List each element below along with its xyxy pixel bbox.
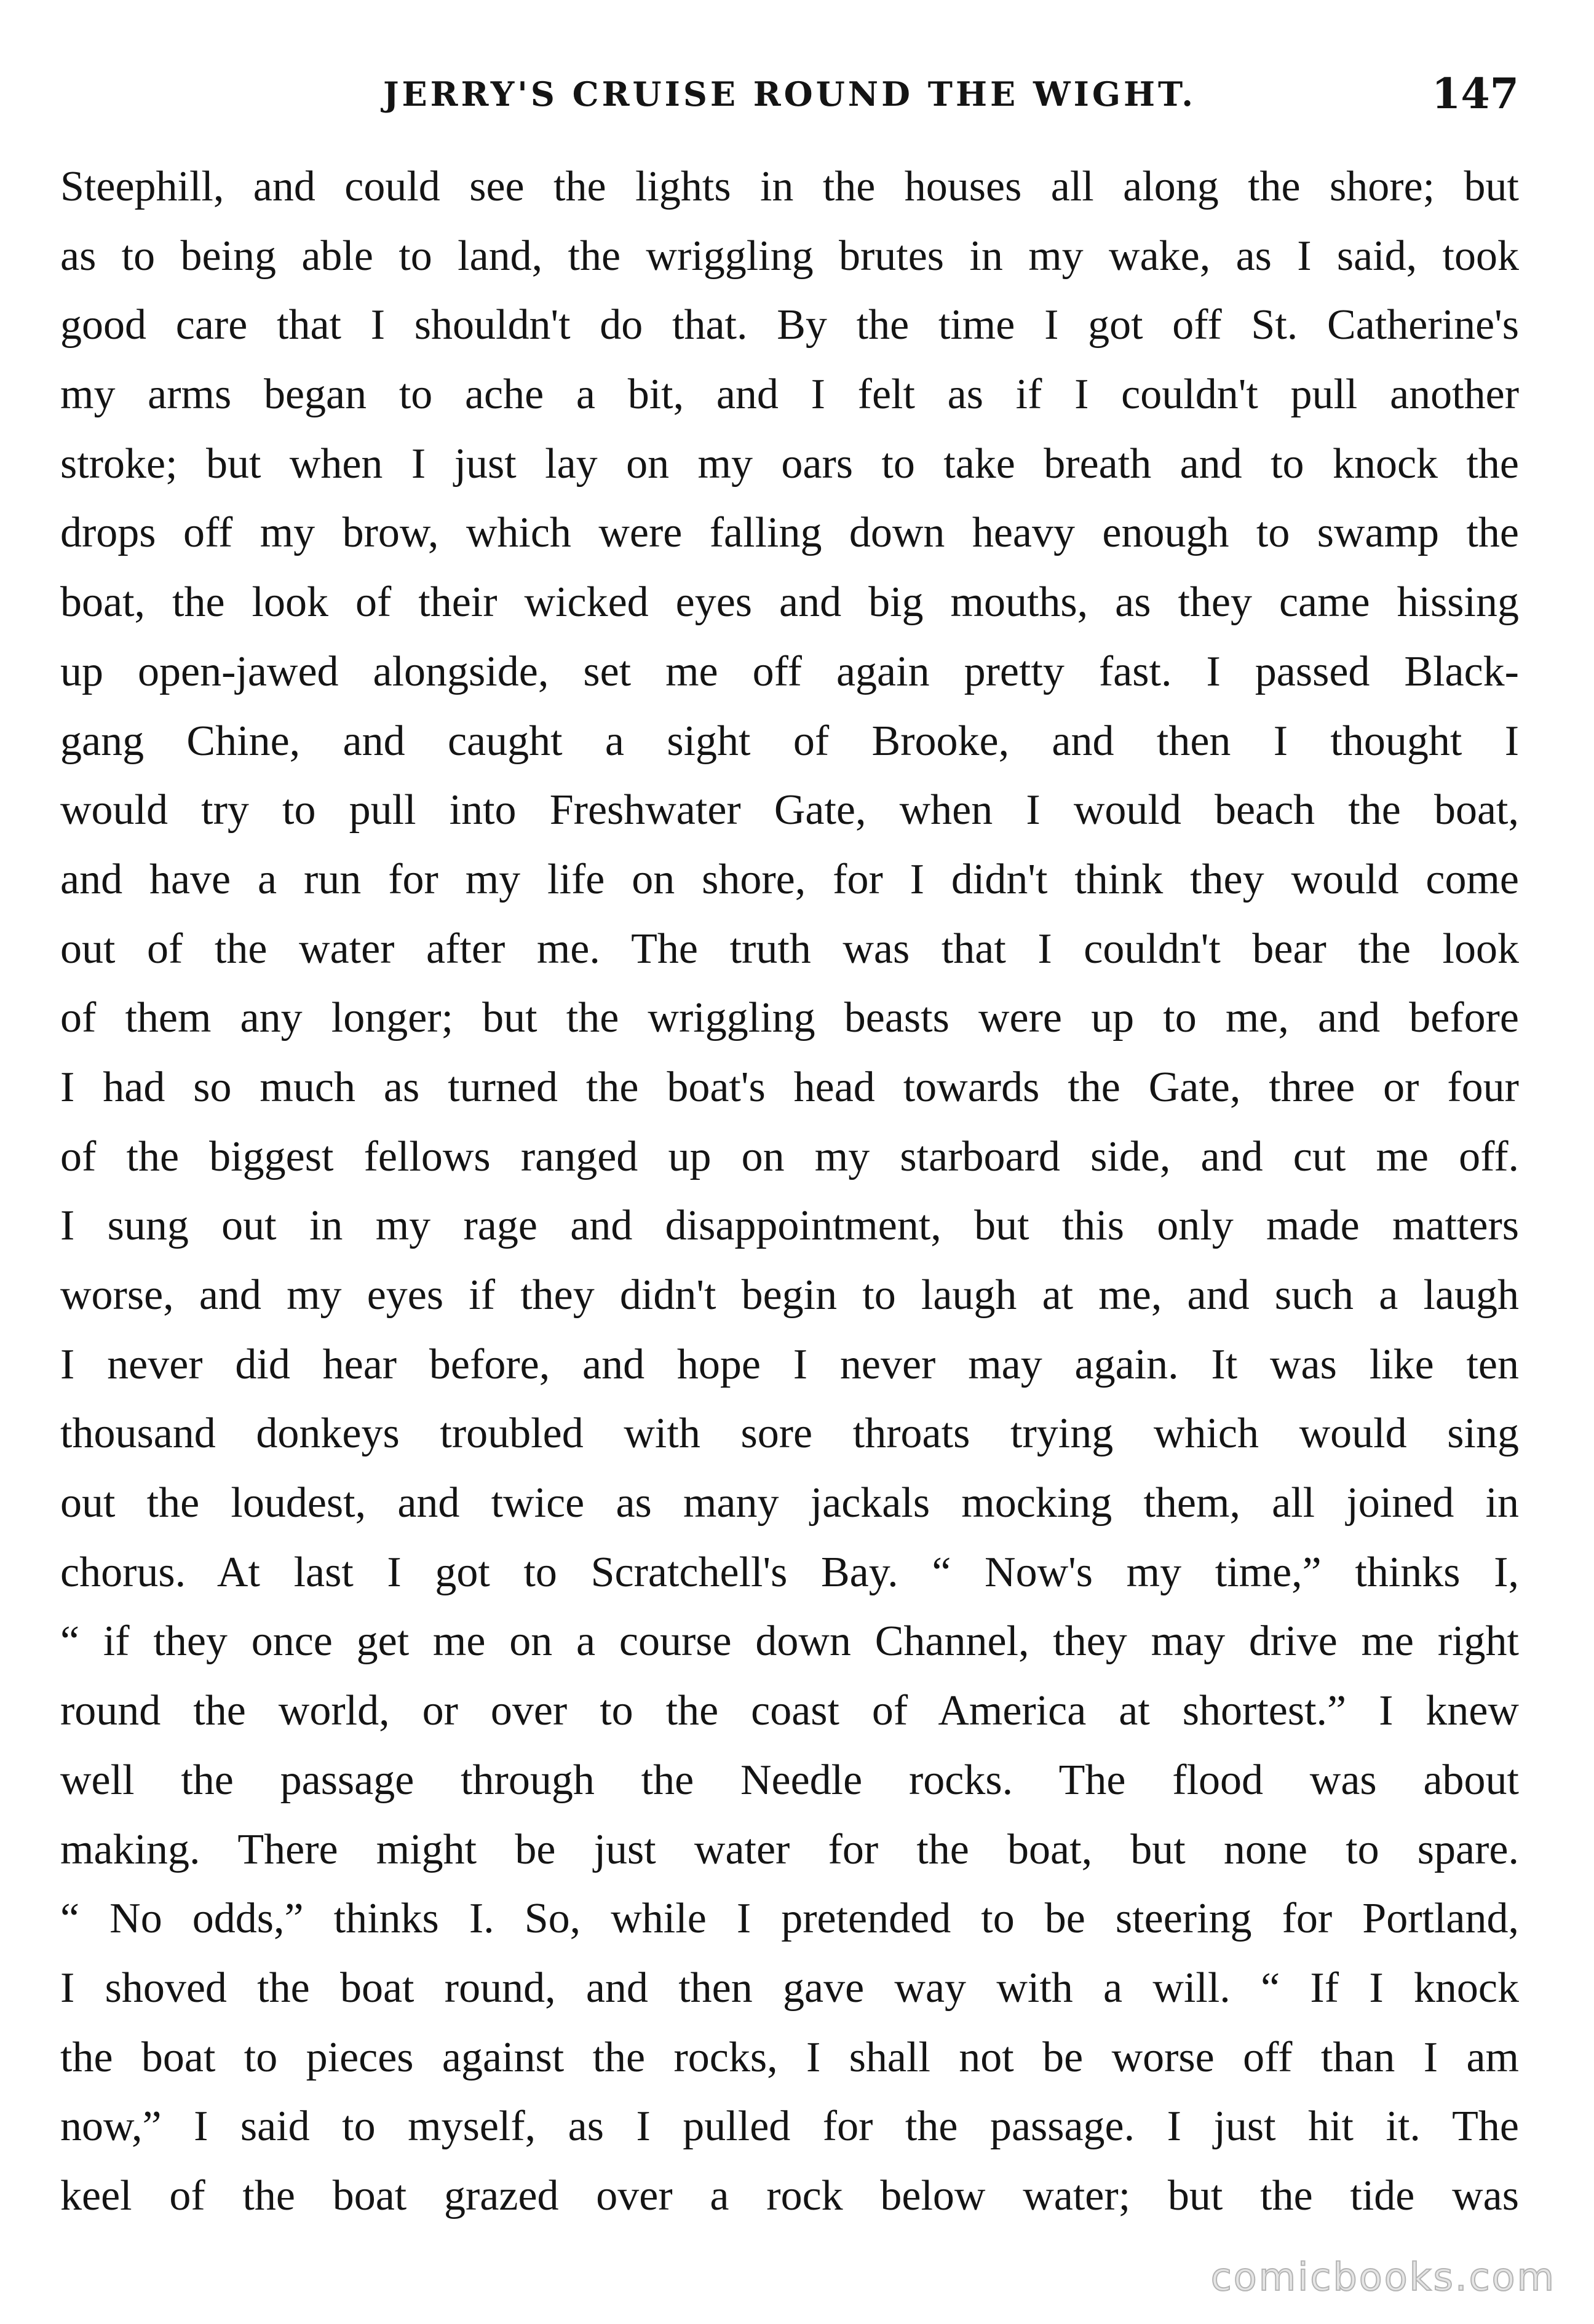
text-line: boat, the look of their wicked eyes and big mouths, as they came hissing xyxy=(60,579,1519,626)
text-line: out the loudest, and twice as many jackals mocking them, all joined in xyxy=(60,1479,1519,1527)
text-line: good care that I shouldn't do that. By the time I got off St. Catherine's xyxy=(60,301,1519,349)
text-line: of them any longer; but the wriggling beasts were up to me, and before xyxy=(60,994,1519,1042)
text-line: I had so much as turned the boat's head towards the Gate, three or four xyxy=(60,1063,1519,1111)
page-number: 147 xyxy=(1432,69,1519,119)
running-header xyxy=(60,66,1519,122)
text-line: thousand donkeys troubled with sore throats trying which would sing xyxy=(60,1410,1519,1458)
text-line: “ if they once get me on a course down Channel, they may drive me right xyxy=(60,1618,1519,1666)
text-line: now,” I said to myself, as I pulled for the passage. I just hit it. The xyxy=(60,2103,1519,2151)
text-line: keel of the boat grazed over a rock below water; but the tide was xyxy=(60,2172,1519,2219)
text-line: making. There might be just water for the boat, but none to spare. xyxy=(60,1825,1519,1873)
text-line: round the world, or over to the coast of America at shortest.” I knew xyxy=(60,1687,1519,1735)
text-line: worse, and my eyes if they didn't begin to laugh at me, and such a laugh xyxy=(60,1271,1519,1319)
watermark: comicbooks.com xyxy=(1210,2255,1556,2299)
text-line: out of the water after me. The truth was that I couldn't bear the look xyxy=(60,925,1519,973)
text-line: up open-jawed alongside, set me off again pretty fast. I passed Black- xyxy=(60,647,1519,695)
text-line: “ No odds,” thinks I. So, while I pretended to be steering for Portland, xyxy=(60,1895,1519,1943)
body-text xyxy=(60,152,1519,2231)
text-line: Steephill, and could see the lights in the houses all along the shore; but xyxy=(60,163,1519,210)
text-line: well the passage through the Needle rocks. The flood was about xyxy=(60,1756,1519,1804)
text-line: I shoved the boat round, and then gave way with a will. “ If I knock xyxy=(60,1964,1519,2012)
text-line: chorus. At last I got to Scratchell's Bay. “ Now's my time,” thinks I, xyxy=(60,1548,1519,1596)
text-line: I never did hear before, and hope I never may again. It was like ten xyxy=(60,1340,1519,1388)
text-line: and have a run for my life on shore, for I didn't think they would come xyxy=(60,855,1519,903)
text-line: stroke; but when I just lay on my oars to take breath and to knock the xyxy=(60,440,1519,488)
text-line: as to being able to land, the wriggling brutes in my wake, as I said, took xyxy=(60,232,1519,280)
text-line: I sung out in my rage and disappointment, but this only made matters xyxy=(60,1202,1519,1250)
text-line: drops off my brow, which were falling down heavy enough to swamp the xyxy=(60,509,1519,557)
text-line: would try to pull into Freshwater Gate, when I would beach the boat, xyxy=(60,786,1519,834)
text-line: the boat to pieces against the rocks, I shall not be worse off than I am xyxy=(60,2033,1519,2081)
text-line: my arms began to ache a bit, and I felt as if I couldn't pull another xyxy=(60,371,1519,419)
text-line: gang Chine, and caught a sight of Brooke, and then I thought I xyxy=(60,717,1519,765)
running-title: JERRY'S CRUISE ROUND THE WIGHT. xyxy=(383,74,1197,114)
text-line: of the biggest fellows ranged up on my starboard side, and cut me off. xyxy=(60,1132,1519,1180)
